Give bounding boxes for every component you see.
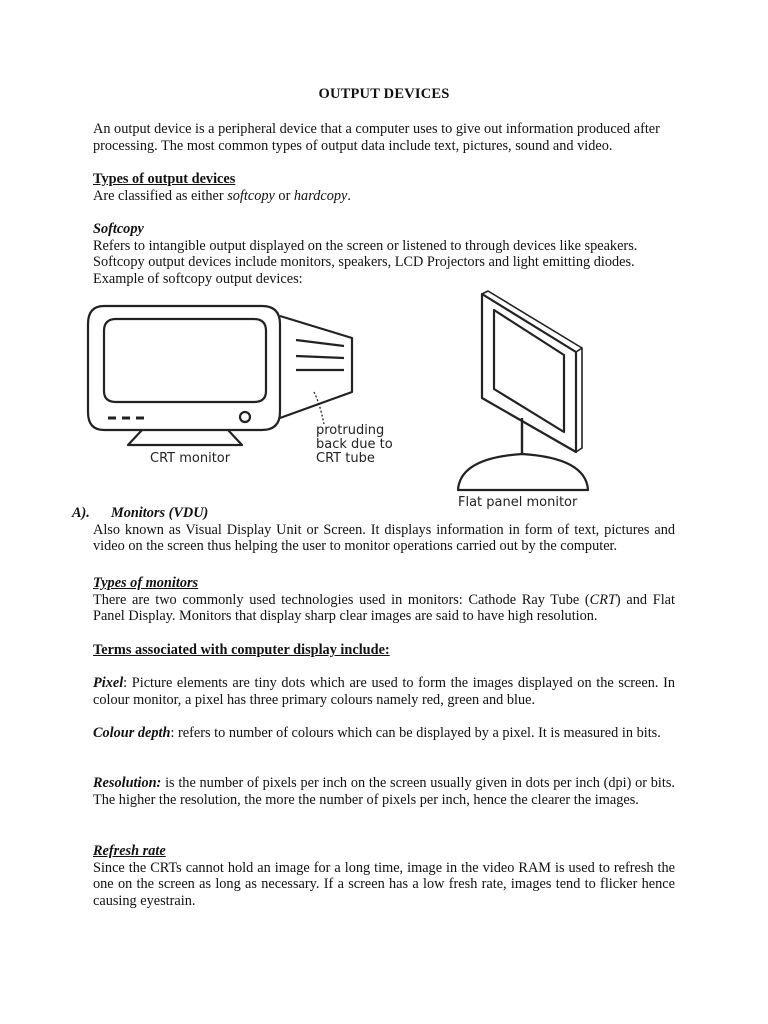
crt-power-button [240,412,250,422]
crt-monitor-stand [128,430,242,445]
protruding-arrow [314,392,324,424]
protruding-label-3: CRT tube [316,451,375,466]
crt-monitor-label: CRT monitor [150,451,231,466]
softcopy-heading: Softcopy [93,221,144,237]
flat-monitor-label: Flat panel monitor [458,495,578,510]
intro-paragraph: An output device is a peripheral device that a computer uses to give out information produced after processing. The most common types of output data include text, pictures, sound and video. [93,121,660,154]
terms-heading-block [93,642,675,659]
colour-depth-paragraph [93,725,675,742]
types-end: . [347,187,351,204]
types-monitors-section [93,575,675,625]
crt-monitor-bezel [88,306,280,430]
monitors-text: Also known as Visual Display Unit or Screen. It displays information in form of text, pictures and video on the screen thus helping the user to monitor operations carried out by the computer. [93,521,675,555]
flat-monitor-screen [494,310,564,432]
crt-term: CRT [589,591,616,608]
types-monitors-text [93,592,675,625]
pixel-text: : Picture elements are tiny dots which are used to form the images displayed on the screen. In colour monitor, a pixel has three primary colours namely red, green and blue. [93,675,675,708]
pixel-term: Pixel [93,675,124,691]
monitors-heading: Monitors (VDU) [111,505,209,521]
types-heading: Types of output devices [93,171,236,187]
softcopy-paragraph-2: Softcopy output devices include monitors, speakers, LCD Projectors and light emitting diodes. [93,254,635,271]
crt-monitor-tube [280,316,352,418]
refresh-text: Since the CRTs cannot hold an image for a long time, image in the video RAM is used to refresh the one on the screen as long as necessary. If a screen has a low fresh rate, images tend to flicker hence causing eyestrain. [93,859,675,909]
resolution-paragraph [93,775,675,808]
monitors-section [93,505,675,555]
types-text-pre: Are classified as either [93,187,228,204]
resolution-term: Resolution: [93,775,162,791]
types-monitors-pre: There are two commonly used technologies used in monitors: Cathode Ray Tube ( [93,591,590,608]
types-monitors-post: ) and Flat Panel Display. Monitors that display sharp clear images are said to have high resolution. [93,591,675,625]
flat-monitor-stand [458,454,588,490]
resolution-text: is the number of pixels per inch on the screen usually given in dots per inch (dpi) or bits. The higher the resolution, the more the number of pixels per inch, hence the clearer the images. [93,775,675,808]
crt-monitor-screen [104,319,266,402]
flat-monitor-side [482,291,582,352]
monitors-marker: A). [72,505,90,521]
flat-monitor-panel [482,294,576,452]
colour-depth-text: : refers to number of colours which can be displayed by a pixel. It is measured in bits. [170,725,661,741]
protruding-label-2: back due to [316,437,393,452]
softcopy-paragraph-3: Example of softcopy output devices: [93,270,303,287]
pixel-paragraph [93,675,675,708]
refresh-heading: Refresh rate [93,843,166,859]
softcopy-paragraph-1: Refers to intangible output displayed on the screen or listened to through devices like speakers. [93,237,638,254]
types-or: or [274,187,294,204]
terms-heading: Terms associated with computer display include: [93,642,390,658]
refresh-section [93,843,675,909]
hardcopy-term: hardcopy [293,187,348,204]
colour-depth-term: Colour depth [93,725,171,741]
types-monitors-heading: Types of monitors [93,575,199,591]
page-title: OUTPUT DEVICES [318,86,450,102]
softcopy-term: softcopy [227,187,275,204]
protruding-label-1: protruding [316,423,385,438]
